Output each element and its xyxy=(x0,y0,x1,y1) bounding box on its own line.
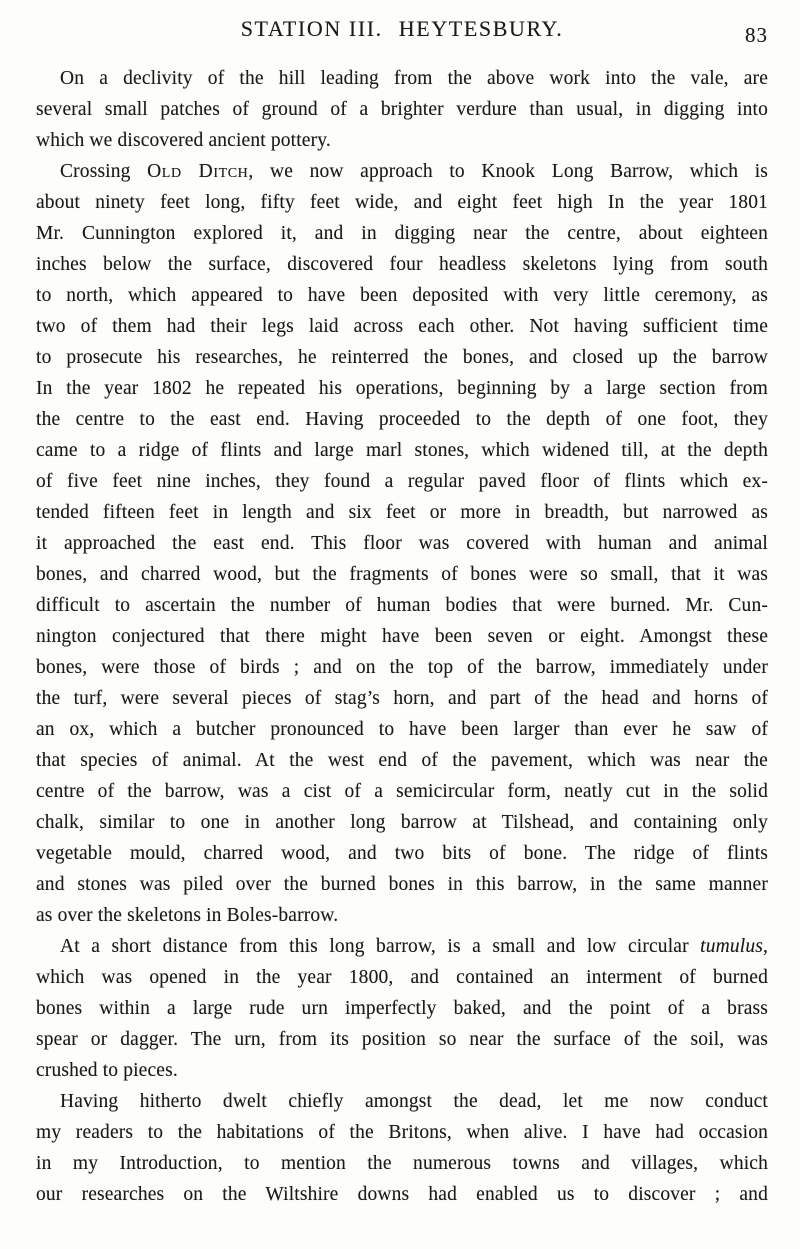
text-line: that species of animal. At the west end of the pavement, which was near the xyxy=(36,750,768,771)
text-segment: At a short distance from this long barrow, is a small and low circular xyxy=(60,936,701,957)
text-line xyxy=(36,931,768,962)
text-line: In the year 1802 he repeated his operations, beginning by a large section from xyxy=(36,378,768,399)
text-line: which was opened in the year 1800, and contained an interment of burned xyxy=(36,967,768,988)
text-line: several small patches of ground of a brighter verdure than usual, in digging into xyxy=(36,99,768,120)
text-line: difficult to ascertain the number of human bodies that were burned. Mr. Cun- xyxy=(36,595,768,616)
text-line: vegetable mould, charred wood, and two bits of bone. The ridge of flints xyxy=(36,843,768,864)
text-segment: , xyxy=(762,936,768,957)
paragraph-declivity xyxy=(36,63,768,156)
text-line: centre of the barrow, was a cist of a semicircular form, neatly cut in the solid xyxy=(36,781,768,802)
text-line: an ox, which a butcher pronounced to have been larger than ever he saw of xyxy=(36,719,768,740)
text-line: and stones was piled over the burned bones in this barrow, in the same manner xyxy=(36,874,768,895)
text-line: On a declivity of the hill leading from the above work into the vale, are xyxy=(60,68,768,89)
italic-text: tumulus xyxy=(700,936,763,957)
text-line xyxy=(36,156,768,187)
text-line: crushed to pieces. xyxy=(36,1060,178,1081)
paragraph-knook-barrow xyxy=(36,156,768,931)
text-line: to north, which appeared to have been deposited with very little ceremony, as xyxy=(36,285,768,306)
text-line: in my Introduction, to mention the numerous towns and villages, which xyxy=(36,1153,768,1174)
text-line: to prosecute his researches, he reinterred the bones, and closed up the barrow xyxy=(36,347,768,368)
running-head xyxy=(241,16,564,41)
text-line: the centre to the east end. Having proceeded to the depth of one foot, they xyxy=(36,409,768,430)
page-header xyxy=(36,16,768,50)
paragraph-britons xyxy=(36,1086,768,1210)
running-head-station: STATION III. xyxy=(240,16,383,41)
text-segment: , we now approach to Knook Long Barrow, which is xyxy=(248,161,768,182)
text-line: tended fifteen feet in length and six feet or more in breadth, but narrowed as xyxy=(36,502,768,523)
text-line: it approached the east end. This floor was covered with human and animal xyxy=(36,533,768,554)
text-segment: Crossing xyxy=(60,161,148,182)
text-line: Mr. Cunnington explored it, and in digging near the centre, about eighteen xyxy=(36,223,768,244)
running-head-place: HEYTESBURY. xyxy=(398,16,564,41)
text-line: chalk, similar to one in another long barrow at Tilshead, and containing only xyxy=(36,812,768,833)
text-line: the turf, were several pieces of stag’s horn, and part of the head and horns of xyxy=(36,688,768,709)
text-line: about ninety feet long, fifty feet wide, and eight feet high In the year 1801 xyxy=(36,192,768,213)
text-line: spear or dagger. The urn, from its position so near the surface of the soil, was xyxy=(36,1029,768,1050)
text-line: two of them had their legs laid across each other. Not having sufficient time xyxy=(36,316,768,337)
text-line: bones, and charred wood, but the fragments of bones were so small, that it was xyxy=(36,564,768,585)
text-line: bones within a large rude urn imperfectly baked, and the point of a brass xyxy=(36,998,768,1019)
text-line: bones, were those of birds ; and on the top of the barrow, immediately under xyxy=(36,657,768,678)
page-body xyxy=(36,63,768,1210)
smallcaps-text: Old Ditch xyxy=(147,161,249,182)
text-line: which we discovered ancient pottery. xyxy=(36,130,331,151)
text-line: inches below the surface, discovered four headless skeletons lying from south xyxy=(36,254,768,275)
text-line: nington conjectured that there might have been seven or eight. Amongst these xyxy=(36,626,768,647)
text-line: of five feet nine inches, they found a regular paved floor of flints which ex- xyxy=(36,471,768,492)
text-line: as over the skeletons in Boles-barrow. xyxy=(36,905,339,926)
page-number: 83 xyxy=(745,23,768,47)
text-line: came to a ridge of flints and large marl stones, which widened till, at the depth xyxy=(36,440,768,461)
paragraph-tumulus xyxy=(36,931,768,1086)
text-line: my readers to the habitations of the Britons, when alive. I have had occasion xyxy=(36,1122,768,1143)
text-line: our researches on the Wiltshire downs had enabled us to discover ; and xyxy=(36,1184,768,1205)
text-line: Having hitherto dwelt chiefly amongst the dead, let me now conduct xyxy=(60,1091,768,1112)
